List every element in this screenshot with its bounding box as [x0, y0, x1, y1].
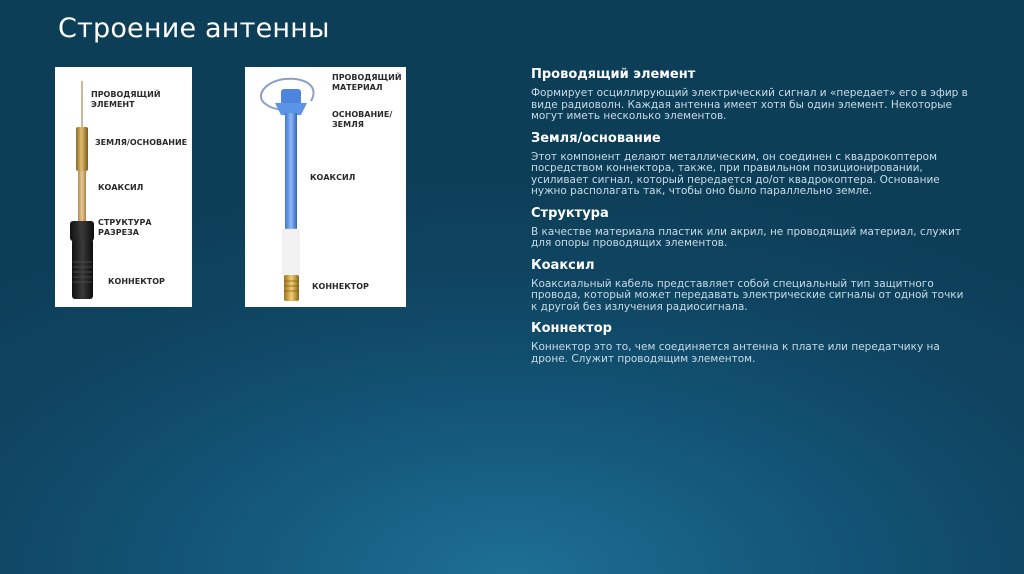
section-structure: [531, 205, 971, 250]
label-connector: КОННЕКТОР: [108, 277, 165, 286]
section-ground-base: [531, 130, 971, 198]
label-coax: КОАКСИЛ: [310, 173, 356, 182]
label-conducting-element: ПРОВОДЯЩИЙ ЭЛЕМЕНТ: [91, 90, 161, 109]
label-ground-base: ЗЕМЛЯ/ОСНОВАНИЕ: [95, 138, 188, 147]
antenna-figure-cloverleaf: [245, 67, 406, 307]
label-connector: КОННЕКТОР: [312, 282, 369, 291]
section-connector: [531, 320, 971, 365]
section-heading: Коннектор: [531, 321, 612, 336]
description-column: [531, 66, 971, 365]
cloverleaf-antenna-illustration: [245, 67, 406, 307]
section-text: В качестве материала пластик или акрил, не проводящий материал, служит для опоры проводящих элементов.: [531, 225, 961, 249]
label-structure: СТРУКТУРА РАЗРЕЗА: [98, 218, 152, 237]
section-heading: Земля/основание: [531, 130, 661, 146]
section-coax: [531, 257, 971, 314]
section-heading: Структура: [531, 205, 609, 221]
section-text: Этот компонент делают металлическим, он соединен с квадрокоптером посредством коннектора, также, при правильном позиционировании, усиливает сигнал, который передается до/от квадрокоптера. Основание нужно располагать так, чтобы оно было параллельно земле.: [531, 150, 940, 197]
label-base-ground: ОСНОВАНИЕ/ ЗЕМЛЯ: [332, 110, 393, 129]
section-heading: Коаксил: [531, 257, 595, 273]
slide-title: Строение антенны: [58, 13, 330, 44]
section-text: Формирует осциллирующий электрический сигнал и «передает» его в эфир в виде радиоволн. Каждая антенна имеет хотя бы один элемент. Некоторые могут иметь несколько элементов.: [531, 87, 968, 122]
section-heading: Проводящий элемент: [531, 67, 696, 82]
section-conducting-element: [531, 66, 971, 123]
label-coax: КОАКСИЛ: [98, 183, 144, 192]
section-text: Коаксиальный кабель представляет собой специальный тип защитного провода, который может передавать электрические сигналы от одной точки к другой без излучения радиосигнала.: [531, 277, 964, 313]
antenna-figure-dipole: [55, 67, 192, 307]
section-text: Коннектор это то, чем соединяется антенна к плате или передатчику на дроне. Служит проводящим элементом.: [531, 341, 940, 365]
label-conducting-material: ПРОВОДЯЩИЙ МАТЕРИАЛ: [332, 73, 402, 92]
